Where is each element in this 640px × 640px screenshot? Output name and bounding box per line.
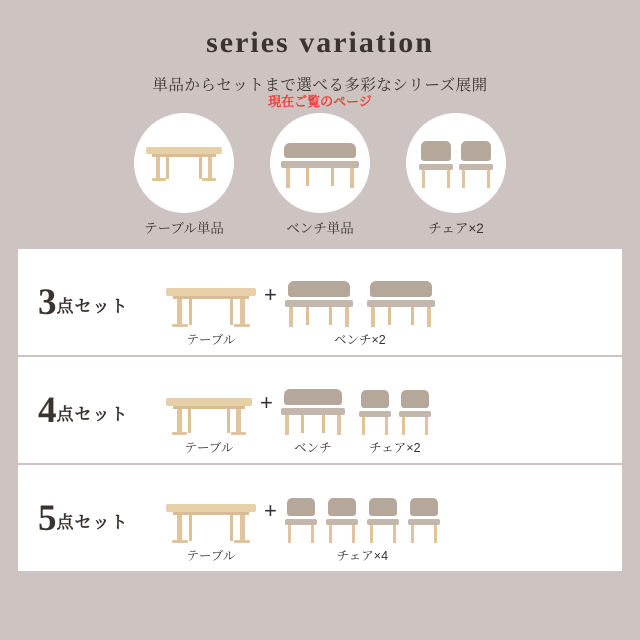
bench-thumbnail: [270, 113, 370, 213]
set-group-table: [166, 256, 256, 348]
set-group-table: [166, 472, 256, 564]
page-subtitle: 単品からセットまで選べる多彩なシリーズ展開: [152, 77, 488, 94]
current-page-badge: 現在ご覧のページ: [268, 94, 372, 109]
set-group-label: テーブル: [186, 333, 236, 347]
bench-icon: [367, 281, 435, 327]
bench-icon: [285, 281, 353, 327]
plus-separator: +: [264, 498, 277, 523]
set-group-chairs: [359, 364, 431, 456]
single-item-label: ベンチ単品: [286, 221, 354, 236]
set-unit: 点セット: [56, 512, 129, 532]
set-group-bench: [281, 364, 345, 456]
table-icon: [134, 113, 234, 181]
chair-pair-thumbnail: [406, 113, 506, 213]
set-row-4[interactable]: [18, 357, 622, 465]
single-item-label: チェア×2: [428, 221, 484, 236]
chair-icon: [408, 498, 440, 543]
set-row-3[interactable]: [18, 249, 622, 357]
plus-separator: +: [260, 390, 273, 415]
table-thumbnail: [134, 113, 234, 213]
single-item-bench[interactable]: [261, 94, 379, 237]
set-group-chairs: [285, 472, 440, 564]
set-group-label: チェア×4: [336, 549, 389, 563]
set-number: 5: [38, 497, 57, 539]
set-group-label: テーブル: [186, 549, 236, 563]
page-title: series variation: [206, 26, 434, 59]
bench-icon: [281, 389, 345, 435]
set-name-3: [18, 281, 166, 324]
plus-separator: +: [264, 282, 277, 307]
chair-icon: [367, 498, 399, 543]
single-item-label: テーブル単品: [144, 221, 224, 236]
set-row-5[interactable]: [18, 465, 622, 571]
set-unit: 点セット: [56, 296, 129, 316]
set-content-3: [166, 249, 622, 355]
set-number: 3: [38, 281, 57, 323]
set-unit: 点セット: [56, 404, 129, 424]
set-content-4: [166, 357, 622, 463]
single-items-row: [0, 94, 640, 237]
header: [0, 0, 640, 95]
set-group-label: チェア×2: [369, 441, 421, 455]
set-group-label: ベンチ×2: [333, 333, 386, 347]
chair-icon: [285, 498, 317, 543]
set-name-5: [18, 497, 166, 540]
single-item-chairs[interactable]: [397, 113, 515, 237]
set-group-table: [166, 364, 252, 456]
set-name-4: [18, 389, 166, 432]
set-number: 4: [38, 389, 57, 431]
table-icon: [166, 288, 256, 327]
bench-icon: [270, 113, 370, 188]
chair-icon: [326, 498, 358, 543]
single-item-table[interactable]: [125, 113, 243, 237]
chair-icon: [399, 390, 431, 435]
set-list: [18, 249, 622, 571]
table-icon: [166, 398, 252, 435]
set-group-bench: [285, 256, 435, 348]
chair-pair-icon: [406, 113, 506, 188]
set-group-label: ベンチ: [294, 441, 332, 455]
table-icon: [166, 504, 256, 543]
set-content-5: [166, 465, 622, 571]
set-group-label: テーブル: [184, 441, 234, 455]
chair-icon: [359, 390, 391, 435]
